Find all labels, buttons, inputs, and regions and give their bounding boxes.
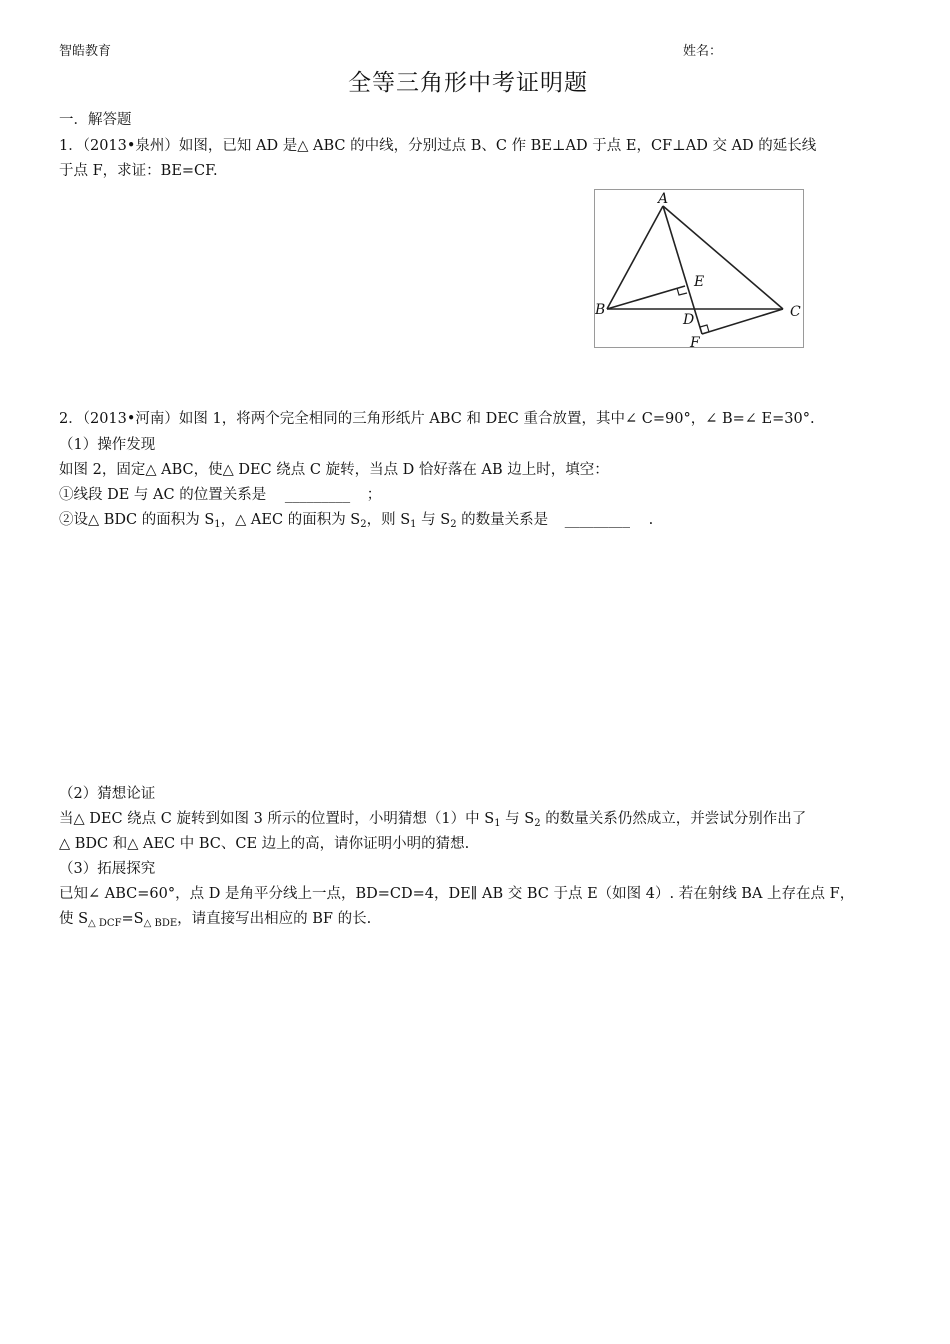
item2-mark: ② [59,512,74,528]
q2-part3-line1: 已知∠ ABC=60°，点 D 是角平分线上一点，BD=CD=4，DE∥ AB 交 BC 于点 E（如图 4）. 若在射线 BA 上存在点 F， [59,886,855,902]
q2-item2 [59,510,653,530]
item2-sub2: 2 [360,519,367,530]
q2-intro: 2．（2013•河南）如图 1，将两个完全相同的三角形纸片 ABC 和 DEC 重合放置，其中∠ C=90°，∠ B=∠ E=30°. [59,411,815,427]
label-a: A [658,191,669,207]
header-name-label: 姓名： [683,44,723,59]
label-b: B [595,302,606,318]
q2-part1-text: 如图 2，固定△ ABC，使△ DEC 绕点 C 旋转，当点 D 恰好落在 AB 边上时，填空： [59,462,609,478]
segment-be [607,286,685,309]
part2-sub1: 1 [494,818,501,829]
page-title: 全等三角形中考证明题 [348,70,588,96]
item2-sub1: 1 [214,519,221,530]
right-angle-e [677,288,687,295]
item1-text: 线段 DE 与 AC 的位置关系是 [73,487,267,503]
item1-mark: ① [59,487,74,503]
segment-cf [702,309,783,334]
q2-part2-line2: △ BDC 和△ AEC 中 BC、CE 边上的高，请你证明小明的猜想. [59,836,470,852]
label-c: C [790,304,801,320]
item2-text-a: 设△ BDC 的面积为 S [73,512,215,528]
q2-part2-line1 [59,809,806,829]
section-heading: 一．解答题 [59,112,132,128]
item2-blank: _________ [564,512,631,528]
q1-figure [594,189,804,348]
item2-sub4: 2 [450,519,457,530]
part2-text-c: 的数量关系仍然成立，并尝试分别作出了 [540,811,807,827]
q1-line1: 1．（2013•泉州）如图，已知 AD 是△ ABC 的中线，分别过点 B、C 作 BE⊥AD 于点 E，CF⊥AD 交 AD 的延长线 [59,138,817,154]
part3-sub2: △ BDE [143,918,178,929]
item2-text-c: ，则 S [366,512,411,528]
item2-text-b: ，△ AEC 的面积为 S [220,512,361,528]
part3-text-b: =S [121,911,144,927]
q2-part2-title: （2）猜想论证 [59,786,156,802]
q2-part3-line2 [59,909,371,929]
q1-line2: 于点 F，求证：BE=CF. [59,163,218,179]
item1-end: ； [366,487,382,503]
part2-text-b: 与 S [500,811,535,827]
item1-blank: _________ [284,487,351,503]
item2-sub3: 1 [410,519,417,530]
label-e: E [694,274,705,290]
part3-text-c: ，请直接写出相应的 BF 的长. [177,911,372,927]
part2-text-a: 当△ DEC 绕点 C 旋转到如图 3 所示的位置时，小明猜想（1）中 S [59,811,495,827]
segment-ac [663,206,783,309]
q2-part1-title: （1）操作发现 [59,437,156,453]
q2-part3-title: （3）拓展探究 [59,861,156,877]
segment-ab [607,206,663,309]
item2-text-d: 与 S [416,512,451,528]
header-school: 智皓教育 [59,44,112,59]
label-d: D [683,312,695,328]
item2-text-e: 的数量关系是 [456,512,549,528]
label-f: F [690,335,700,347]
q2-item1 [59,485,381,505]
part3-text-a: 使 S [59,911,89,927]
item2-end: . [648,512,654,528]
part3-sub1: △ DCF [88,918,122,929]
part2-sub2: 2 [534,818,541,829]
